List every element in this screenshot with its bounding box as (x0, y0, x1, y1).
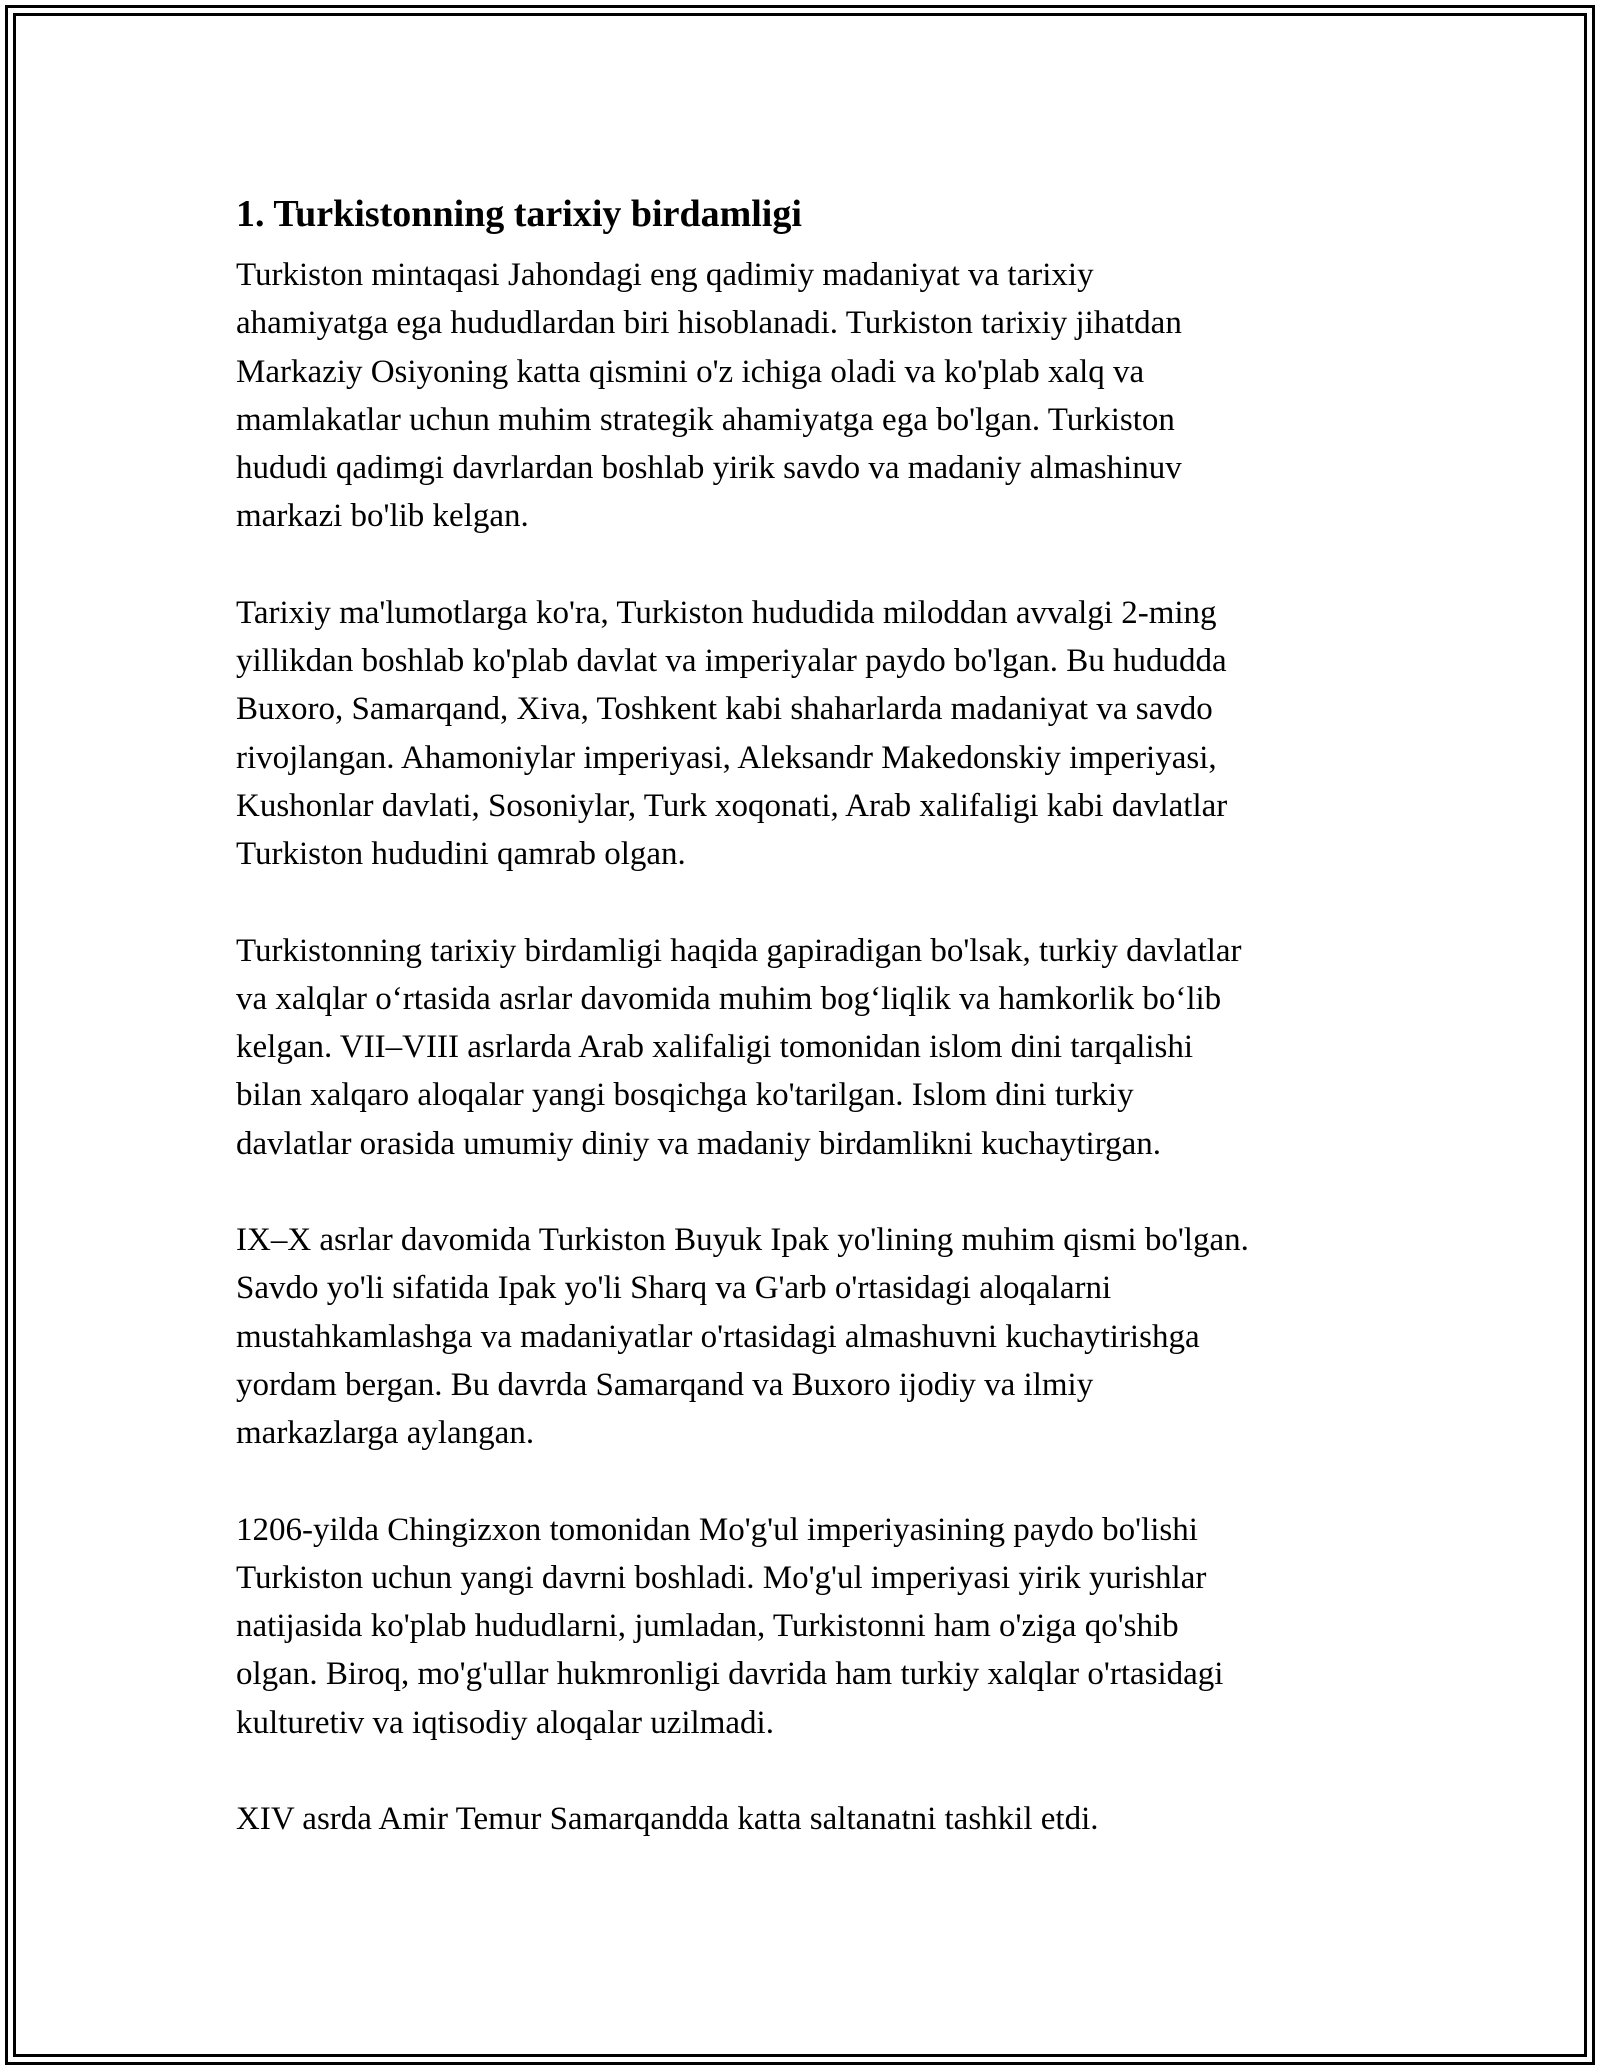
text-line: Turkiston uchun yangi davrni boshladi. Mo'g'ul imperiyasi yirik yurishlar (236, 1559, 1207, 1596)
document-body (236, 185, 1386, 1891)
text-line: rivojlangan. Ahamoniylar imperiyasi, Aleksandr Makedonskiy imperiyasi, (236, 739, 1217, 776)
text-line: va xalqlar o‘rtasida asrlar davomida muhim bog‘liqlik va hamkorlik bo‘lib (236, 980, 1222, 1017)
text-line: Markaziy Osiyoning katta qismini o'z ichiga oladi va ko'plab xalq va (236, 353, 1145, 390)
text-line: mamlakatlar uchun muhim strategik ahamiyatga ega bo'lgan. Turkiston (236, 401, 1175, 438)
paragraph-2 (236, 589, 1386, 879)
text-line: kelgan. VII–VIII asrlarda Arab xalifaligi tomonidan islom dini tarqalishi (236, 1029, 1194, 1066)
text-line: XIV asrda Amir Temur Samarqandda katta saltanatni tashkil etdi. (236, 1801, 1099, 1838)
text-line: kulturetiv va iqtisodiy aloqalar uzilmadi. (236, 1704, 774, 1741)
text-line: yordam bergan. Bu davrda Samarqand va Buxoro ijodiy va ilmiy (236, 1366, 1094, 1403)
paragraph-3 (236, 927, 1386, 1168)
section-heading: 1. Turkistonning tarixiy birdamligi (236, 193, 802, 235)
text-line: Turkiston hududini qamrab olgan. (236, 836, 686, 873)
text-line: mustahkamlashga va madaniyatlar o'rtasidagi almashuvni kuchaytirishga (236, 1318, 1200, 1355)
text-line: Turkistonning tarixiy birdamligi haqida gapiradigan bo'lsak, turkiy davlatlar (236, 932, 1242, 969)
paragraph-4 (236, 1216, 1386, 1457)
text-line: yillikdan boshlab ko'plab davlat va imperiyalar paydo bo'lgan. Bu hududda (236, 643, 1227, 680)
text-line: IX–X asrlar davomida Turkiston Buyuk Ipak yo'lining muhim qismi bo'lgan. (236, 1222, 1249, 1259)
text-line: natijasida ko'plab hududlarni, jumladan, Turkistonni ham o'ziga qo'shib (236, 1608, 1179, 1645)
text-line: Savdo yo'li sifatida Ipak yo'li Sharq va G'arb o'rtasidagi aloqalarni (236, 1270, 1112, 1307)
paragraph-6 (236, 1795, 1386, 1843)
text-line: Kushonlar davlati, Sosoniylar, Turk xoqonati, Arab xalifaligi kabi davlatlar (236, 787, 1228, 824)
text-line: Turkiston mintaqasi Jahondagi eng qadimiy madaniyat va tarixiy (236, 257, 1094, 293)
text-line: olgan. Biroq, mo'g'ullar hukmronligi davrida ham turkiy xalqlar o'rtasidagi (236, 1656, 1224, 1693)
text-line: davlatlar orasida umumiy diniy va madaniy birdamlikni kuchaytirgan. (236, 1125, 1161, 1162)
text-line: hududi qadimgi davrlardan boshlab yirik savdo va madaniy almashinuv (236, 450, 1182, 487)
text-line: Buxoro, Samarqand, Xiva, Toshkent kabi shaharlarda madaniyat va savdo (236, 691, 1213, 728)
text-line: Tarixiy ma'lumotlarga ko'ra, Turkiston hududida miloddan avvalgi 2-ming (236, 594, 1217, 631)
text-line: markazlarga aylangan. (236, 1415, 535, 1452)
paragraph-1 (236, 251, 1386, 541)
paragraph-list (236, 251, 1386, 1843)
text-line: ahamiyatga ega hududlardan biri hisoblanadi. Turkiston tarixiy jihatdan (236, 305, 1182, 342)
paragraph-5 (236, 1506, 1386, 1747)
text-line: bilan xalqaro aloqalar yangi bosqichga ko'tarilgan. Islom dini turkiy (236, 1077, 1134, 1114)
text-line: 1206-yilda Chingizxon tomonidan Mo'g'ul imperiyasining paydo bo'lishi (236, 1511, 1198, 1548)
text-line: markazi bo'lib kelgan. (236, 498, 529, 535)
